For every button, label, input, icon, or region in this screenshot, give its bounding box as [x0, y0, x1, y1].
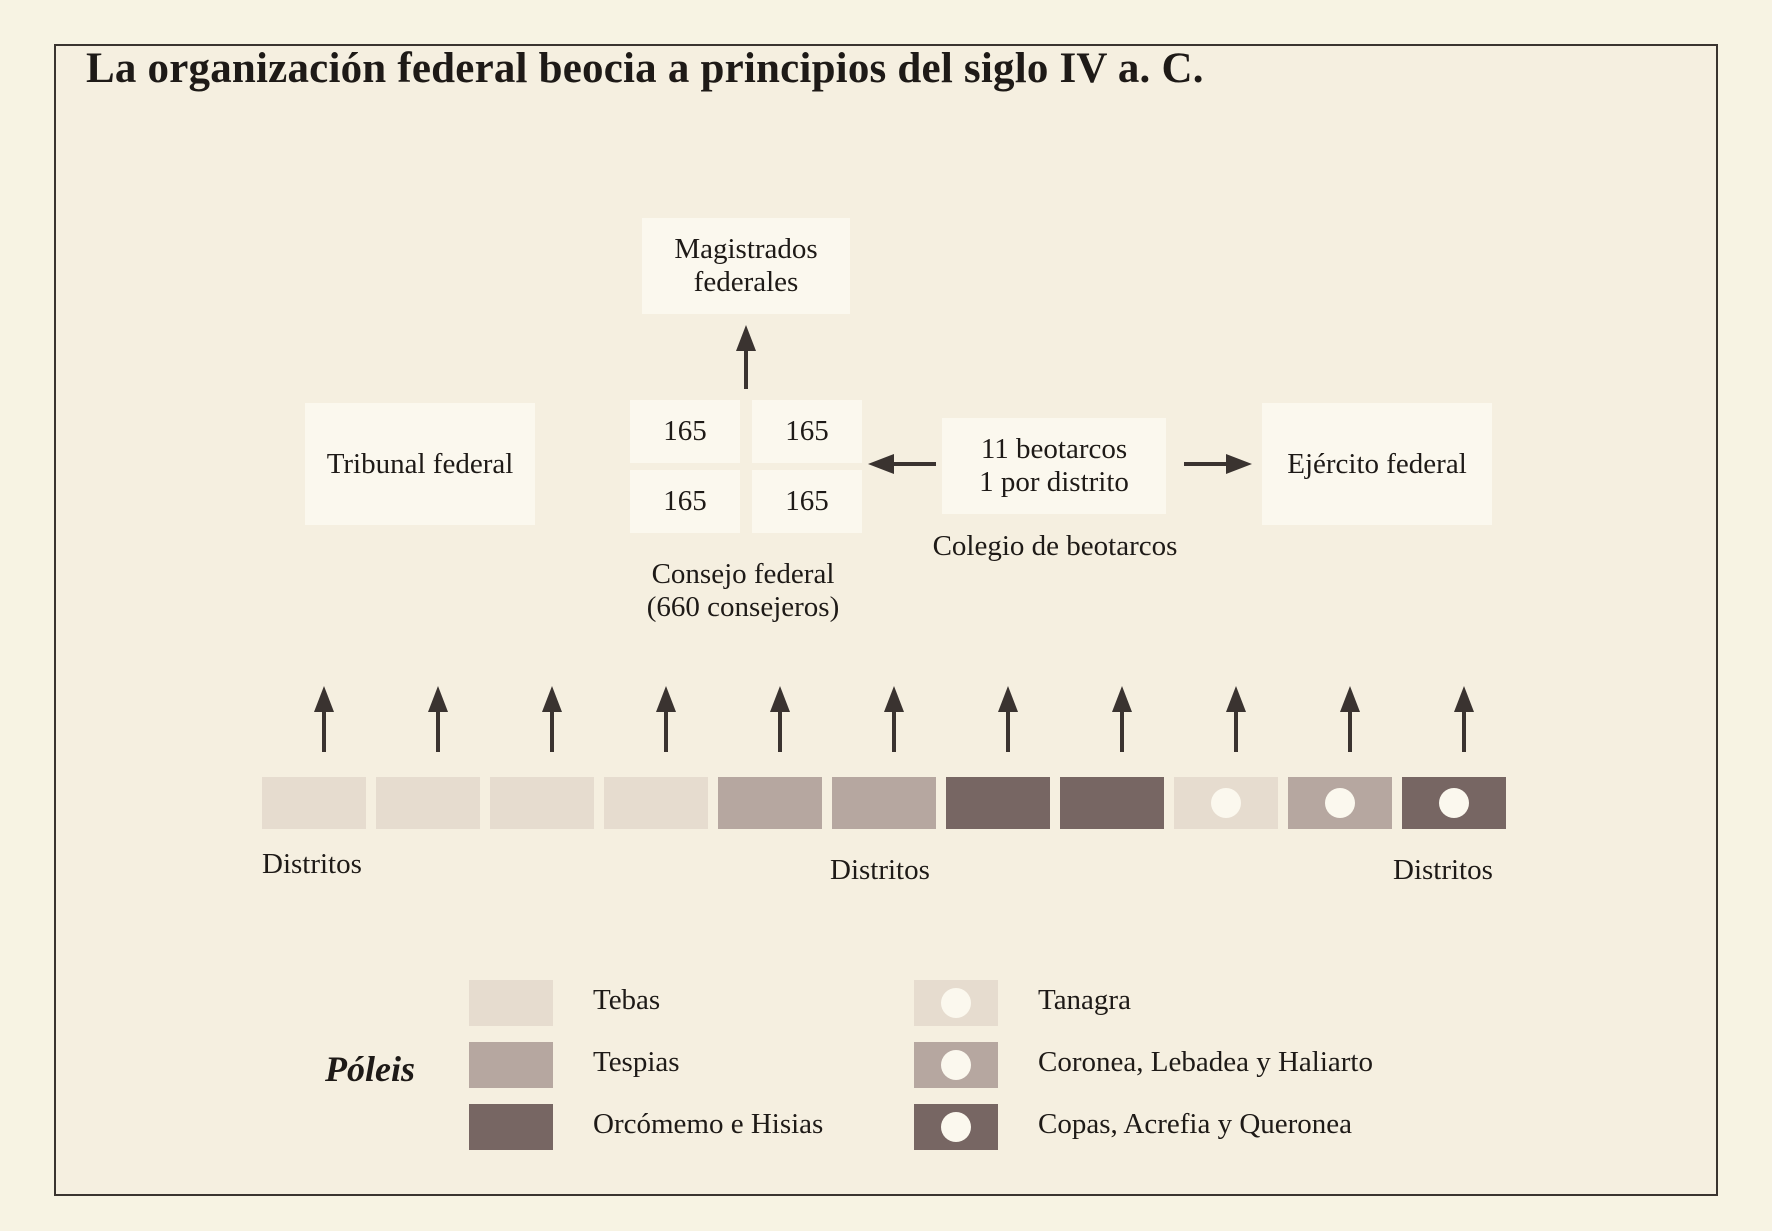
district-block [946, 777, 1050, 829]
legend-label: Coronea, Lebadea y Haliarto [1038, 1046, 1373, 1078]
diagram-frame [54, 44, 1718, 1196]
council-label-line1: Consejo federal [651, 558, 835, 590]
council-quadrant-1 [630, 400, 740, 463]
tribunal-label: Tribunal federal [326, 447, 514, 480]
districts-label-left: Distritos [262, 848, 362, 880]
legend-title: Póleis [325, 1049, 415, 1089]
districts-label-right: Distritos [1393, 854, 1493, 886]
legend-label: Tebas [593, 984, 661, 1016]
council-label-line2: (660 consejeros) [646, 591, 840, 623]
district-dot [1325, 788, 1355, 818]
district-block [604, 777, 708, 829]
magistrates-box [642, 218, 850, 314]
magistrates-line1: Magistrados [674, 233, 818, 265]
beotarchs-line2: 1 por distrito [979, 466, 1129, 498]
district-block [718, 777, 822, 829]
legend-swatch [914, 1042, 998, 1088]
legend-label: Tespias [593, 1046, 680, 1078]
district-block [376, 777, 480, 829]
district-block [1174, 777, 1278, 829]
district-block [490, 777, 594, 829]
beotarchs-line1: 11 beotarcos [980, 433, 1128, 465]
district-block [1060, 777, 1164, 829]
council-quadrant-3 [630, 470, 740, 533]
district-dot [1211, 788, 1241, 818]
council-label [612, 558, 874, 624]
legend-swatch [469, 980, 553, 1026]
legend-label: Tanagra [1038, 984, 1131, 1016]
army-label: Ejército federal [1287, 447, 1467, 480]
council-quadrant-4-value: 165 [785, 485, 829, 517]
legend-swatch [469, 1104, 553, 1150]
council-quadrant-1-value: 165 [663, 415, 707, 447]
council-quadrant-4 [752, 470, 862, 533]
legend-swatch [914, 1104, 998, 1150]
army-box [1262, 403, 1492, 525]
beotarchs-box [942, 418, 1166, 514]
diagram-title: La organización federal beocia a principios del siglo IV a. C. [86, 45, 1204, 92]
legend-swatch-dot [941, 988, 971, 1018]
district-block [1288, 777, 1392, 829]
beotarchs-college-label: Colegio de beotarcos [932, 530, 1178, 562]
legend-label: Orcómemo e Hisias [593, 1108, 824, 1140]
district-dot [1439, 788, 1469, 818]
legend-swatch-dot [941, 1112, 971, 1142]
legend-label: Copas, Acrefia y Queronea [1038, 1108, 1353, 1140]
legend-swatch-dot [941, 1050, 971, 1080]
tribunal-box [305, 403, 535, 525]
district-block [1402, 777, 1506, 829]
districts-label-center: Distritos [830, 854, 930, 886]
district-block [832, 777, 936, 829]
council-quadrant-2-value: 165 [785, 415, 829, 447]
magistrates-line2: federales [693, 266, 799, 298]
legend-swatch [469, 1042, 553, 1088]
district-block [262, 777, 366, 829]
council-quadrant-3-value: 165 [663, 485, 707, 517]
legend-swatch [914, 980, 998, 1026]
council-quadrant-2 [752, 400, 862, 463]
